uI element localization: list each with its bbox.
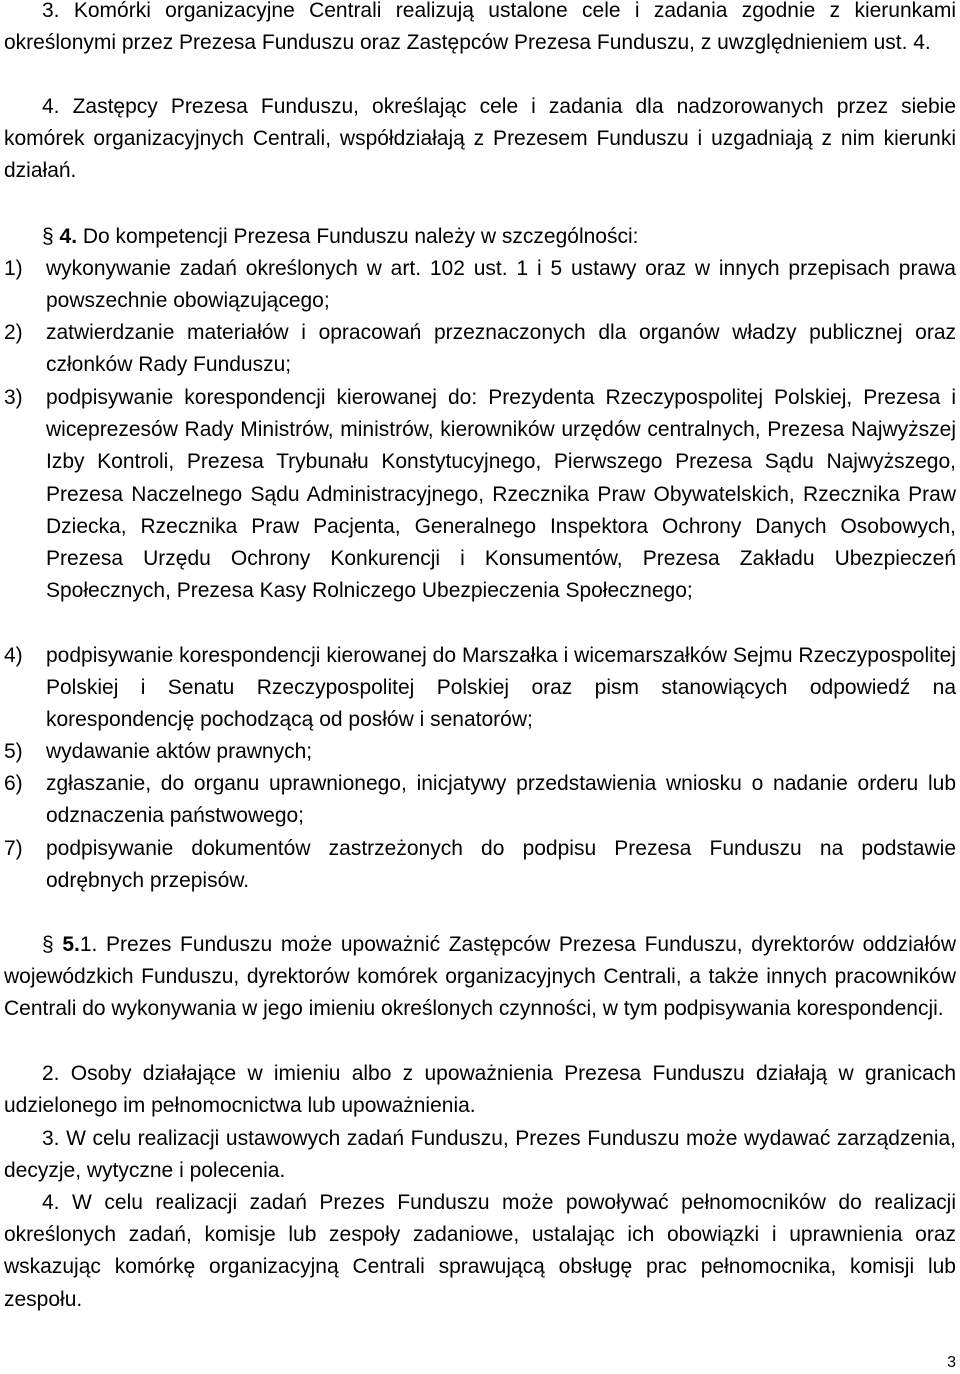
- section-5-paragraph-3: 3. W celu realizacji ustawowych zadań Funduszu, Prezes Funduszu może wydawać zarządzenia, decyzje, wytyczne i polecenia.: [4, 1127, 956, 1183]
- list-item-text: podpisywanie dokumentów zastrzeżonych do podpisu Prezesa Funduszu na podstawie odrębnych przepisów.: [46, 837, 956, 893]
- paragraph-3-2: 4. Zastępcy Prezesa Funduszu, określając cele i zadania dla nadzorowanych przez siebie komórek organizacyjnych Centrali, współdziałają z Prezesem Funduszu i uzgadniają z nim kierunki działań.: [4, 95, 956, 183]
- paragraph-3-1: 3. Komórki organizacyjne Centrali realizują ustalone cele i zadania zgodnie z kierunkami określonymi przez Prezesa Funduszu oraz Zastępców Prezesa Funduszu, z uwzględnieniem ust. 4.: [4, 0, 956, 55]
- section-sign: §: [42, 225, 54, 248]
- list-item-number: 7): [4, 837, 23, 860]
- list-item-number: 3): [4, 386, 23, 409]
- list-item-number: 2): [4, 321, 23, 344]
- list-item: [4, 382, 956, 607]
- list-item: [4, 317, 956, 381]
- list-item-number: 5): [4, 740, 23, 763]
- list-item: [4, 253, 956, 317]
- list-item-text: zgłaszanie, do organu uprawnionego, inicjatywy przedstawienia wniosku o nadanie orderu lub odznaczenia państwowego;: [46, 772, 956, 828]
- list-item: [4, 640, 956, 737]
- list-item: [4, 736, 956, 768]
- list-item-text: podpisywanie korespondencji kierowanej do: Prezydenta Rzeczypospolitej Polskiej, Prezesa i wiceprezesów Rady Ministrów, ministrów, kierowników urzędów centralnych, Prezesa Najwyższej Izby Kontroli, Prezesa Trybunału Konstytucyjnego, Pierwszego Prezesa Sądu Najwyższego, Prezesa Naczelnego Sądu Administracyjnego, Rzecznika Praw Obywatelskich, Rzecznika Praw Dziecka, Rzecznika Praw Pacjenta, Generalnego Inspektora Ochrony Danych Osobowych, Prezesa Urzędu Ochrony Konkurencji i Konsumentów, Prezesa Zakładu Ubezpieczeń Społecznych, Prezesa Kasy Rolniczego Ubezpieczenia Społecznego;: [46, 386, 956, 603]
- section-4-number: § 4.: [42, 225, 78, 248]
- list-item: [4, 833, 956, 897]
- list-item-text: wydawanie aktów prawnych;: [46, 740, 313, 763]
- list-item-text: podpisywanie korespondencji kierowanej do Marszałka i wicemarszałków Sejmu Rzeczypospolitej Polskiej i Senatu Rzeczypospolitej Polskiej oraz pism stanowiących odpowiedź na korespondencję pochodzącą od posłów i senatorów;: [46, 644, 956, 732]
- section-5-paragraph-4: 4. W celu realizacji zadań Prezes Funduszu może powoływać pełnomocników do realizacji określonych zadań, komisje lub zespoły zadaniowe, ustalając ich obowiązki i uprawnienia oraz wskazując komórkę organizacyjną Centrali sprawującą obsługę prac pełnomocnika, komisji lub zespołu.: [4, 1191, 956, 1311]
- list-item-text: zatwierdzanie materiałów i opracowań przeznaczonych dla organów władzy publicznej oraz członków Rady Funduszu;: [46, 321, 956, 377]
- section-5-paragraph-1: [4, 929, 956, 1026]
- section-5-number: § 5.: [42, 933, 80, 956]
- section-4-heading: [4, 221, 956, 253]
- list-item-text: wykonywanie zadań określonych w art. 102 ust. 1 i 5 ustawy oraz w innych przepisach prawa powszechnie obowiązującego;: [46, 257, 956, 313]
- list-item-number: 1): [4, 257, 23, 280]
- page-number: 3: [947, 1354, 956, 1371]
- list-item-number: 4): [4, 644, 23, 667]
- section-sign: §: [42, 933, 54, 956]
- list-item-number: 6): [4, 772, 23, 795]
- section-4-intro: Do kompetencji Prezesa Funduszu należy w szczególności:: [77, 225, 639, 248]
- list-item: [4, 768, 956, 832]
- section-5-paragraph-2: 2. Osoby działające w imieniu albo z upoważnienia Prezesa Funduszu działają w granicach udzielonego im pełnomocnictwa lub upoważnienia.: [4, 1062, 956, 1118]
- section-5-p1-text: 1. Prezes Funduszu może upoważnić Zastępców Prezesa Funduszu, dyrektorów oddziałów wojewódzkich Funduszu, dyrektorów komórek organizacyjnych Centrali, a także innych pracowników Centrali do wykonywania w jego imieniu określonych czynności, w tym podpisywania korespondencji.: [4, 933, 956, 1021]
